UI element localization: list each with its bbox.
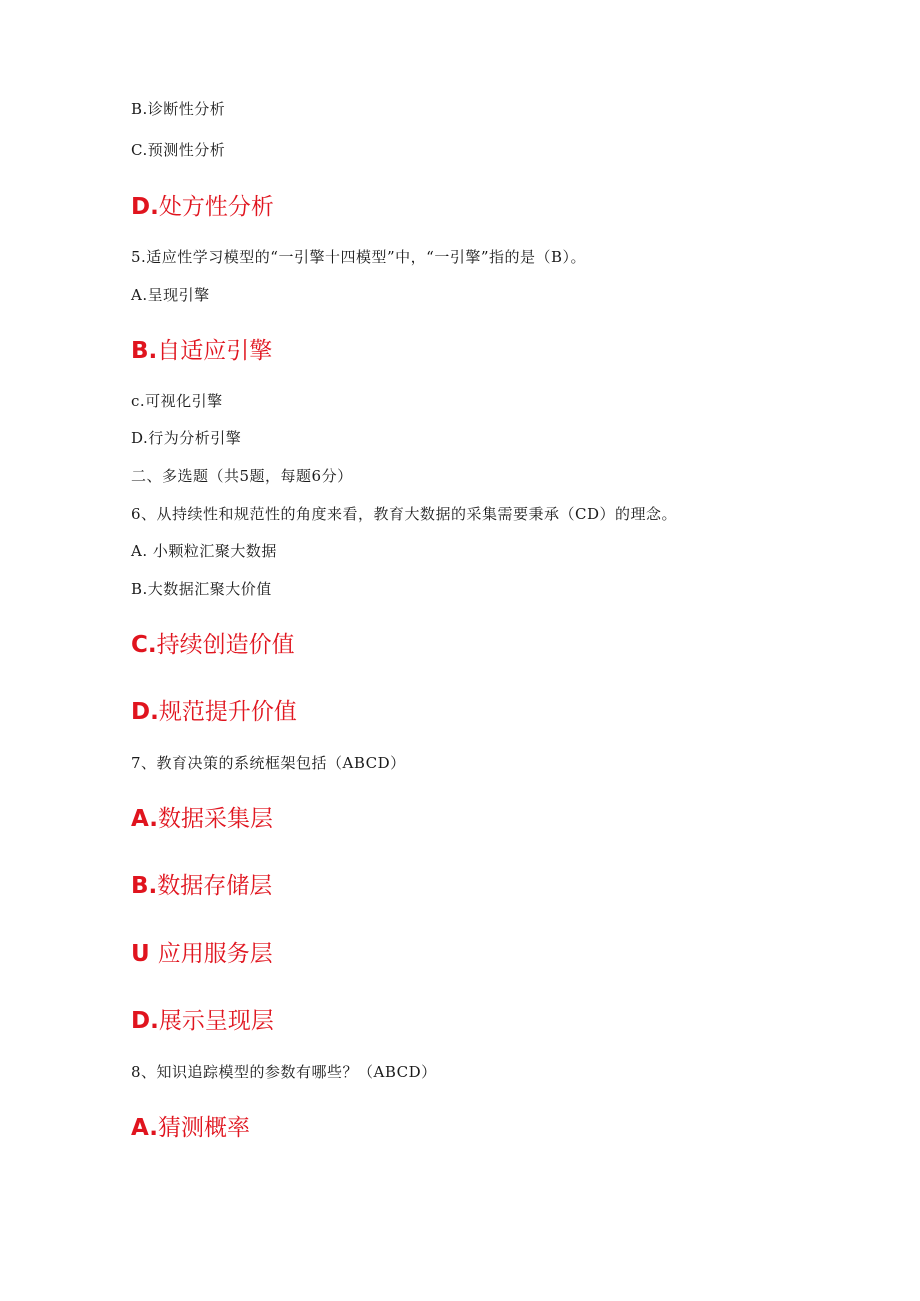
- answer-line: B.自适应引擎: [131, 338, 273, 364]
- question-line: 7、教育决策的系统框架包括（ABCD）: [131, 754, 406, 772]
- question-line: 6、从持续性和规范性的角度来看，教育大数据的采集需要秉承（CD）的理念。: [131, 505, 678, 523]
- option-line: D.行为分析引擎: [131, 429, 242, 447]
- answer-line: D.规范提升价值: [131, 699, 297, 725]
- answer-line: A.猜测概率: [131, 1115, 250, 1141]
- section-heading: 二、多选题（共5题，每题6分）: [131, 467, 353, 485]
- option-line: A. 小颗粒汇聚大数据: [131, 542, 277, 560]
- answer-line: D.处方性分析: [131, 194, 274, 220]
- option-line: B.诊断性分析: [131, 100, 226, 118]
- answer-line: C.持续创造价值: [131, 632, 295, 658]
- answer-line: U 应用服务层: [131, 941, 273, 967]
- option-line: C.预测性分析: [131, 141, 226, 159]
- option-line: A.呈现引擎: [131, 286, 210, 304]
- question-line: 5.适应性学习模型的“一引擎十四模型”中，“一引擎”指的是（B）。: [131, 248, 587, 266]
- question-line: 8、知识追踪模型的参数有哪些？（ABCD）: [131, 1063, 437, 1081]
- option-line: c.可视化引擎: [131, 392, 223, 410]
- option-line: B.大数据汇聚大价值: [131, 580, 272, 598]
- answer-line: D.展示呈现层: [131, 1008, 274, 1034]
- answer-line: B.数据存储层: [131, 873, 273, 899]
- answer-line: A.数据采集层: [131, 806, 273, 832]
